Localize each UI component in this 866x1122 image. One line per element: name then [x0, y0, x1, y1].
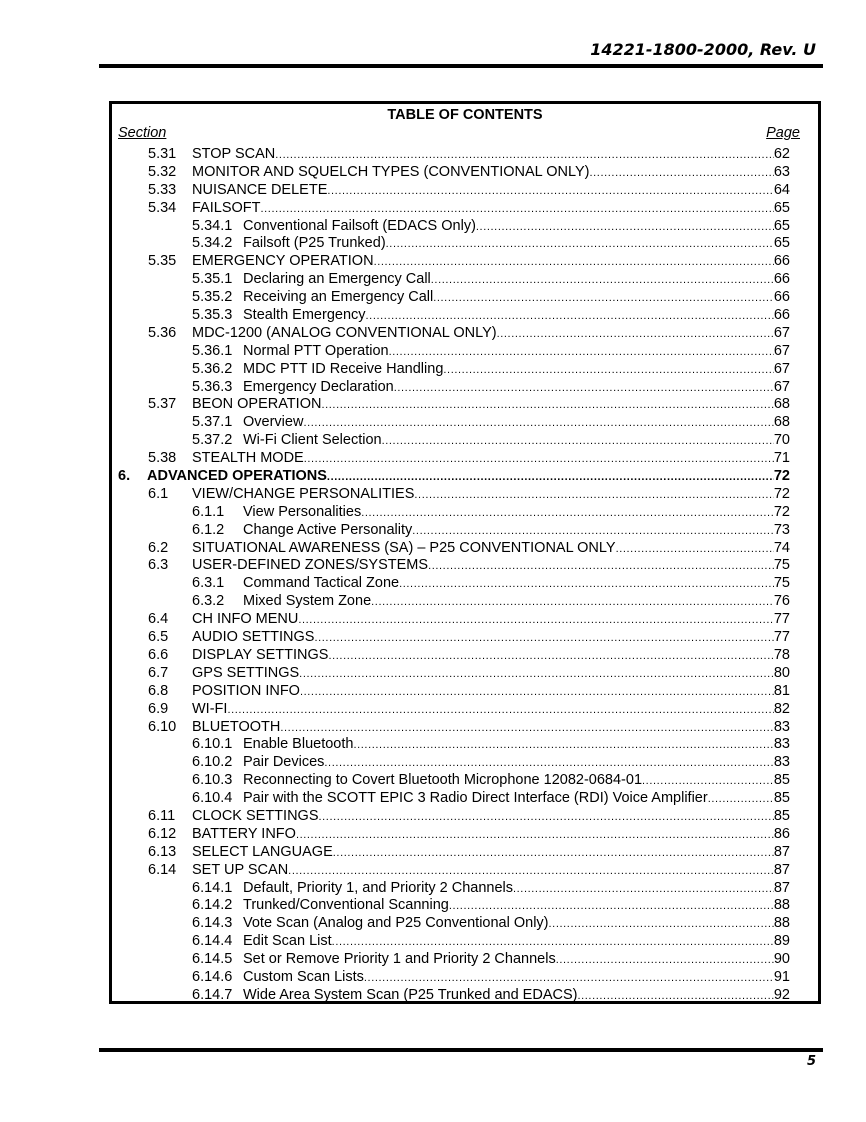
toc-entry[interactable]	[112, 611, 818, 629]
toc-entry-number: 6.13	[148, 843, 177, 860]
toc-entry-page: 82	[773, 700, 790, 717]
toc-entry-number: 6.4	[148, 611, 169, 628]
dot-leader	[300, 684, 774, 702]
toc-entry-page: 66	[773, 289, 790, 306]
toc-entry-page: 78	[773, 646, 790, 663]
dot-leader	[412, 523, 774, 541]
toc-entry[interactable]	[112, 379, 818, 397]
toc-entry-page: 74	[773, 539, 790, 556]
dot-leader	[414, 487, 773, 505]
toc-entry-page: 88	[773, 897, 790, 914]
toc-entry-page: 76	[773, 593, 790, 610]
toc-entry-number: 6.3.2	[192, 593, 225, 610]
dot-leader	[324, 755, 773, 773]
toc-entry-title[interactable]: BATTERY INFO	[192, 825, 296, 842]
toc-entry-title[interactable]: Overview	[243, 414, 304, 431]
toc-entry-page: 92	[773, 986, 790, 1003]
dot-leader	[288, 863, 774, 881]
toc-entry[interactable]	[112, 504, 818, 522]
toc-entry[interactable]	[112, 450, 818, 468]
toc-entry-title[interactable]: STEALTH MODE	[192, 450, 304, 467]
toc-entry[interactable]	[112, 808, 818, 826]
toc-title: TABLE OF CONTENTS	[387, 107, 543, 123]
header-rule	[99, 64, 823, 68]
toc-entry-number: 6.14.4	[192, 933, 233, 950]
toc-entry-title[interactable]: Declaring an Emergency Call	[243, 271, 431, 288]
toc-entry[interactable]	[112, 933, 818, 951]
toc-entry-page: 71	[773, 450, 790, 467]
toc-entry-title[interactable]: POSITION INFO	[192, 682, 300, 699]
dot-leader	[443, 362, 773, 380]
toc-entry[interactable]	[112, 629, 818, 647]
toc-entry-number: 6.14.7	[192, 986, 233, 1003]
section-column-label: Section	[118, 125, 167, 141]
dot-leader	[577, 988, 773, 1006]
toc-entry-page: 83	[773, 736, 790, 753]
dot-leader	[364, 970, 774, 988]
toc-entry-number: 6.10	[148, 718, 177, 735]
toc-entry[interactable]	[112, 343, 818, 361]
toc-entry-page: 85	[773, 772, 790, 789]
toc-entry-title[interactable]: CLOCK SETTINGS	[192, 807, 319, 824]
toc-entry-title[interactable]: Stealth Emergency	[243, 307, 366, 324]
toc-entry[interactable]	[112, 915, 818, 933]
dot-leader	[333, 845, 774, 863]
toc-entry-number: 5.33	[148, 181, 177, 198]
toc-entry[interactable]	[112, 647, 818, 665]
toc-entry-number: 6.10.2	[192, 754, 233, 771]
toc-entry-number: 5.34	[148, 199, 177, 216]
toc-entry-title[interactable]: Set or Remove Priority 1 and Priority 2 Channels	[243, 951, 556, 968]
toc-entry[interactable]	[112, 361, 818, 379]
toc-entry-number: 6.5	[148, 629, 169, 646]
dot-leader	[303, 415, 773, 433]
toc-entry-page: 68	[773, 396, 790, 413]
dot-leader	[513, 881, 774, 899]
toc-entry[interactable]	[112, 540, 818, 558]
toc-entry[interactable]	[112, 701, 818, 719]
toc-entry-title[interactable]: Receiving an Emergency Call	[243, 289, 434, 306]
toc-entry-page: 66	[773, 271, 790, 288]
toc-entry-number: 5.36	[148, 324, 177, 341]
toc-entry-page: 91	[773, 968, 790, 985]
toc-entry-page: 77	[773, 629, 790, 646]
toc-entry[interactable]	[112, 522, 818, 540]
toc-entry-number: 5.35.3	[192, 307, 233, 324]
toc-entry[interactable]	[112, 683, 818, 701]
toc-entry-page: 64	[773, 181, 790, 198]
dot-leader	[476, 219, 774, 237]
toc-entry-page: 85	[773, 790, 790, 807]
toc-entry-title[interactable]: Pair Devices	[243, 754, 325, 771]
dot-leader	[366, 308, 774, 326]
toc-entry[interactable]	[112, 862, 818, 880]
dot-leader	[321, 397, 773, 415]
document-number: 14221-1800-2000, Rev. U	[590, 40, 816, 59]
toc-entry[interactable]	[112, 826, 818, 844]
dot-leader	[275, 147, 774, 165]
toc-entry[interactable]	[112, 790, 818, 808]
toc-entry-page: 72	[773, 468, 790, 485]
toc-entry-title[interactable]: USER-DEFINED ZONES/SYSTEMS	[192, 557, 429, 574]
page-column-label: Page	[766, 125, 800, 141]
dot-leader	[361, 505, 774, 523]
toc-entry-title[interactable]: MONITOR AND SQUELCH TYPES (CONVENTIONAL ONLY)	[192, 163, 590, 180]
toc-entry-page: 87	[773, 879, 790, 896]
toc-entry[interactable]	[112, 235, 818, 253]
toc-entry-title[interactable]: Edit Scan List	[243, 933, 332, 950]
toc-entry-number: 5.36.2	[192, 360, 233, 377]
toc-entry-title[interactable]: Enable Bluetooth	[243, 736, 354, 753]
toc-entry-page: 83	[773, 718, 790, 735]
toc-entry-title[interactable]: SITUATIONAL AWARENESS (SA) – P25 CONVENTIONAL ONLY	[192, 539, 616, 556]
toc-entry-title[interactable]: ADVANCED OPERATIONS	[147, 468, 327, 485]
table-of-contents	[109, 101, 821, 1004]
dot-leader	[304, 451, 774, 469]
toc-entry[interactable]	[112, 844, 818, 862]
toc-entry-page: 87	[773, 861, 790, 878]
dot-leader	[227, 702, 773, 720]
toc-entry-number: 6.11	[148, 807, 176, 824]
dot-leader	[556, 952, 774, 970]
toc-entry-title[interactable]: Default, Priority 1, and Priority 2 Channels	[243, 879, 513, 896]
toc-entry-title[interactable]: Trunked/Conventional Scanning	[243, 897, 449, 914]
toc-entry-page: 81	[773, 682, 790, 699]
toc-entry-title[interactable]: MDC-1200 (ANALOG CONVENTIONAL ONLY)	[192, 324, 497, 341]
toc-entry-number: 6.14.6	[192, 968, 233, 985]
dot-leader	[298, 612, 774, 630]
toc-entry[interactable]	[112, 987, 818, 1005]
toc-entry[interactable]	[112, 969, 818, 987]
toc-entry-number: 5.34.1	[192, 217, 233, 234]
toc-entry-page: 67	[773, 378, 790, 395]
dot-leader	[428, 558, 774, 576]
toc-entry-page: 65	[773, 235, 790, 252]
dot-leader	[327, 469, 774, 487]
dot-leader	[449, 898, 774, 916]
toc-entry-number: 6.14	[148, 861, 177, 878]
footer-rule	[99, 1048, 823, 1052]
toc-entry-title[interactable]: BEON OPERATION	[192, 396, 322, 413]
toc-entry-page: 68	[773, 414, 790, 431]
toc-entries	[112, 146, 818, 1005]
toc-entry-number: 6.1.1	[192, 503, 225, 520]
toc-entry-number: 6.10.1	[192, 736, 233, 753]
dot-leader	[296, 827, 774, 845]
toc-entry-page: 75	[773, 575, 790, 592]
toc-entry-page: 75	[773, 557, 790, 574]
page-number: 5	[806, 1054, 816, 1069]
dot-leader	[261, 201, 774, 219]
toc-entry-page: 66	[773, 253, 790, 270]
toc-entry[interactable]	[112, 468, 818, 486]
toc-entry[interactable]	[112, 414, 818, 432]
toc-entry-number: 6.14.1	[192, 879, 233, 896]
toc-entry-page: 90	[773, 951, 790, 968]
toc-entry-page: 72	[773, 485, 790, 502]
dot-leader	[549, 916, 774, 934]
toc-entry-title[interactable]: View Personalities	[243, 503, 362, 520]
toc-entry-title[interactable]: Wi-Fi Client Selection	[243, 432, 382, 449]
toc-entry-number: 6.14.2	[192, 897, 233, 914]
toc-entry-number: 5.34.2	[192, 235, 233, 252]
toc-entry-title[interactable]: Pair with the SCOTT EPIC 3 Radio Direct Interface (RDI) Voice Amplifier	[243, 790, 708, 807]
toc-entry-title[interactable]: FAILSOFT	[192, 199, 261, 216]
dot-leader	[353, 737, 773, 755]
toc-entry-number: 6.3.1	[192, 575, 225, 592]
toc-entry[interactable]	[112, 593, 818, 611]
toc-entry-title[interactable]: Change Active Personality	[243, 521, 413, 538]
dot-leader	[314, 630, 773, 648]
dot-leader	[332, 934, 774, 952]
toc-entry-title[interactable]: Command Tactical Zone	[243, 575, 400, 592]
dot-leader	[299, 666, 774, 684]
toc-entry-page: 77	[773, 611, 790, 628]
dot-leader	[589, 165, 773, 183]
toc-entry[interactable]	[112, 772, 818, 790]
dot-leader	[399, 576, 774, 594]
toc-entry[interactable]	[112, 325, 818, 343]
toc-entry-title[interactable]: STOP SCAN	[192, 146, 276, 162]
toc-entry-title[interactable]: Normal PTT Operation	[243, 342, 389, 359]
toc-entry[interactable]	[112, 486, 818, 504]
toc-entry-page: 83	[773, 754, 790, 771]
toc-entry-title[interactable]: GPS SETTINGS	[192, 664, 300, 681]
toc-entry-number: 5.37.1	[192, 414, 233, 431]
toc-entry[interactable]	[112, 880, 818, 898]
toc-entry-number: 6.14.3	[192, 915, 233, 932]
toc-entry[interactable]	[112, 200, 818, 218]
toc-entry[interactable]	[112, 182, 818, 200]
toc-entry-page: 88	[773, 915, 790, 932]
toc-entry-title[interactable]: NUISANCE DELETE	[192, 181, 328, 198]
toc-entry-number: 5.36.3	[192, 378, 233, 395]
toc-entry-title[interactable]: SELECT LANGUAGE	[192, 843, 333, 860]
toc-entry-page: 63	[773, 163, 790, 180]
toc-entry-number: 5.35	[148, 253, 177, 270]
toc-entry-title[interactable]: EMERGENCY OPERATION	[192, 253, 374, 270]
toc-entry-number: 6.7	[148, 664, 169, 681]
toc-entry-title[interactable]: Mixed System Zone	[243, 593, 372, 610]
toc-entry-number: 5.32	[148, 163, 177, 180]
toc-entry[interactable]	[112, 897, 818, 915]
toc-entry[interactable]	[112, 271, 818, 289]
toc-entry-title[interactable]: Vote Scan (Analog and P25 Conventional Only)	[243, 915, 549, 932]
toc-entry-number: 6.	[118, 468, 131, 485]
toc-entry-page: 85	[773, 807, 790, 824]
toc-entry-title[interactable]: AUDIO SETTINGS	[192, 629, 315, 646]
toc-entry[interactable]	[112, 432, 818, 450]
toc-entry[interactable]	[112, 719, 818, 737]
dot-leader	[371, 594, 774, 612]
toc-entry-number: 5.37	[148, 396, 177, 413]
toc-entry[interactable]	[112, 289, 818, 307]
dot-leader	[394, 380, 774, 398]
toc-entry-title[interactable]: CH INFO MENU	[192, 611, 299, 628]
toc-entry-title[interactable]: BLUETOOTH	[192, 718, 281, 735]
toc-entry[interactable]	[112, 754, 818, 772]
toc-entry-page: 73	[773, 521, 790, 538]
toc-entry-number: 6.6	[148, 646, 169, 663]
toc-entry-page: 87	[773, 843, 790, 860]
toc-entry-number: 6.10.3	[192, 772, 233, 789]
dot-leader	[642, 773, 774, 791]
dot-leader	[328, 648, 773, 666]
toc-entry[interactable]	[112, 396, 818, 414]
toc-entry-page: 70	[773, 432, 790, 449]
toc-entry-title[interactable]: Emergency Declaration	[243, 378, 394, 395]
toc-entry-title[interactable]: DISPLAY SETTINGS	[192, 646, 329, 663]
dot-leader	[327, 183, 773, 201]
dot-leader	[280, 720, 774, 738]
dot-leader	[433, 290, 774, 308]
toc-entry-title[interactable]: Reconnecting to Covert Bluetooth Microphone 12082-0684-01	[243, 772, 643, 789]
toc-entry[interactable]	[112, 575, 818, 593]
toc-entry[interactable]	[112, 218, 818, 236]
toc-entry-page: 65	[773, 217, 790, 234]
dot-leader	[319, 809, 774, 827]
toc-entry-page: 62	[773, 146, 790, 162]
toc-entry[interactable]	[112, 736, 818, 754]
dot-leader	[382, 433, 774, 451]
toc-entry[interactable]	[112, 951, 818, 969]
toc-entry-title[interactable]: MDC PTT ID Receive Handling	[243, 360, 444, 377]
toc-entry-title[interactable]: Failsoft (P25 Trunked)	[243, 235, 386, 252]
toc-entry-title[interactable]: VIEW/CHANGE PERSONALITIES	[192, 485, 415, 502]
dot-leader	[616, 541, 774, 559]
toc-entry-title[interactable]: Custom Scan Lists	[243, 968, 364, 985]
toc-entry-page: 67	[773, 360, 790, 377]
toc-entry-number: 6.3	[148, 557, 169, 574]
toc-entry[interactable]	[112, 146, 818, 164]
dot-leader	[497, 326, 774, 344]
dot-leader	[431, 272, 774, 290]
toc-entry-title[interactable]: Conventional Failsoft (EDACS Only)	[243, 217, 476, 234]
toc-entry-number: 6.1.2	[192, 521, 225, 538]
toc-entry-page: 86	[773, 825, 790, 842]
toc-entry[interactable]	[112, 665, 818, 683]
toc-entry-number: 5.38	[148, 450, 177, 467]
toc-entry-number: 5.35.2	[192, 289, 233, 306]
toc-entry-page: 80	[773, 664, 790, 681]
toc-entry-number: 6.8	[148, 682, 169, 699]
toc-entry-page: 67	[773, 342, 790, 359]
toc-entry-title[interactable]: WI-FI	[192, 700, 228, 717]
toc-entry-number: 5.35.1	[192, 271, 233, 288]
toc-entry[interactable]	[112, 164, 818, 182]
toc-entry-number: 5.37.2	[192, 432, 233, 449]
toc-entry-page: 65	[773, 199, 790, 216]
toc-entry-number: 5.31	[148, 146, 177, 162]
dot-leader	[389, 344, 774, 362]
toc-entry[interactable]	[112, 307, 818, 325]
toc-entry-number: 6.10.4	[192, 790, 233, 807]
toc-entry-title[interactable]: Wide Area System Scan (P25 Trunked and EDACS)	[243, 986, 578, 1003]
toc-entry[interactable]	[112, 253, 818, 271]
toc-entry-page: 66	[773, 307, 790, 324]
dot-leader	[386, 236, 774, 254]
toc-entry-page: 67	[773, 324, 790, 341]
toc-entry-number: 6.2	[148, 539, 169, 556]
toc-entry-number: 6.9	[148, 700, 169, 717]
dot-leader	[374, 254, 774, 272]
dot-leader	[708, 791, 774, 809]
toc-entry-number: 5.36.1	[192, 342, 233, 359]
toc-entry-number: 6.12	[148, 825, 177, 842]
toc-entry-number: 6.14.5	[192, 951, 233, 968]
toc-entry-page: 89	[773, 933, 790, 950]
toc-entry-title[interactable]: SET UP SCAN	[192, 861, 289, 878]
toc-entry[interactable]	[112, 557, 818, 575]
toc-entry-number: 6.1	[148, 485, 169, 502]
toc-entry-page: 72	[773, 503, 790, 520]
